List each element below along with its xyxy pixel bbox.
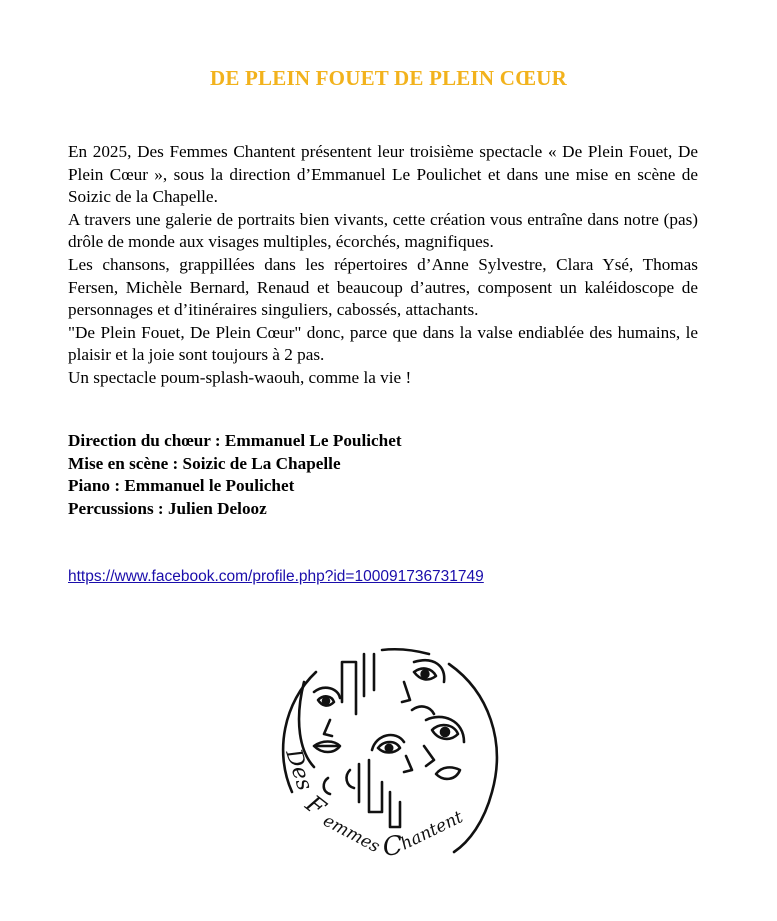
svg-text:emmes: emmes — [319, 810, 383, 858]
svg-text:C: C — [380, 830, 405, 863]
document-title: DE PLEIN FOUET DE PLEIN CŒUR — [209, 66, 567, 90]
description — [68, 141, 698, 390]
paragraph-tagline: Un spectacle poum-splash-waouh, comme la vie ! — [68, 367, 412, 387]
paragraph-intro: En 2025, Des Femmes Chantent présentent leur troisième spectacle « De Plein Fouet, De Plein Cœur », sous la direction d’Emmanuel Le Poulichet et dans une mise en scène de Soizic de la Chapelle. — [68, 142, 698, 207]
credit-direction: Direction du chœur : Emmanuel Le Poulichet — [68, 431, 402, 450]
credit-staging: Mise en scène : Soizic de La Chapelle — [68, 453, 341, 473]
svg-text:hantent: hantent — [397, 807, 467, 855]
paragraph-songs: Les chansons, grappillées dans les répertoires d’Anne Sylvestre, Clara Ysé, Thomas Fersen, Michèle Bernard, Renaud et beaucoup d’autres, composent un kaléidoscope de personnages et d’itinéraires singuliers, cabossés, attachants. — [68, 254, 698, 320]
credit-percussion: Percussions : Julien Delooz — [68, 498, 267, 518]
paragraph-portraits: A travers une galerie de portraits bien vivants, cette création vous entraîne dans notre (pas) drôle de monde aux visages multiples, écorchés, magnifiques. — [68, 209, 698, 252]
facebook-link[interactable]: https://www.facebook.com/profile.php?id=100091736731749 — [68, 568, 484, 585]
credits-list — [68, 430, 698, 520]
credit-piano: Piano : Emmanuel le Poulichet — [68, 476, 295, 496]
svg-text:Des: Des — [280, 746, 318, 794]
des-femmes-chantent-logo — [264, 642, 514, 874]
paragraph-title-meaning: "De Plein Fouet, De Plein Cœur" donc, parce que dans la valse endiablée des humains, le plaisir et la joie sont toujours à 2 pas. — [68, 322, 698, 365]
svg-text:F: F — [300, 789, 331, 822]
